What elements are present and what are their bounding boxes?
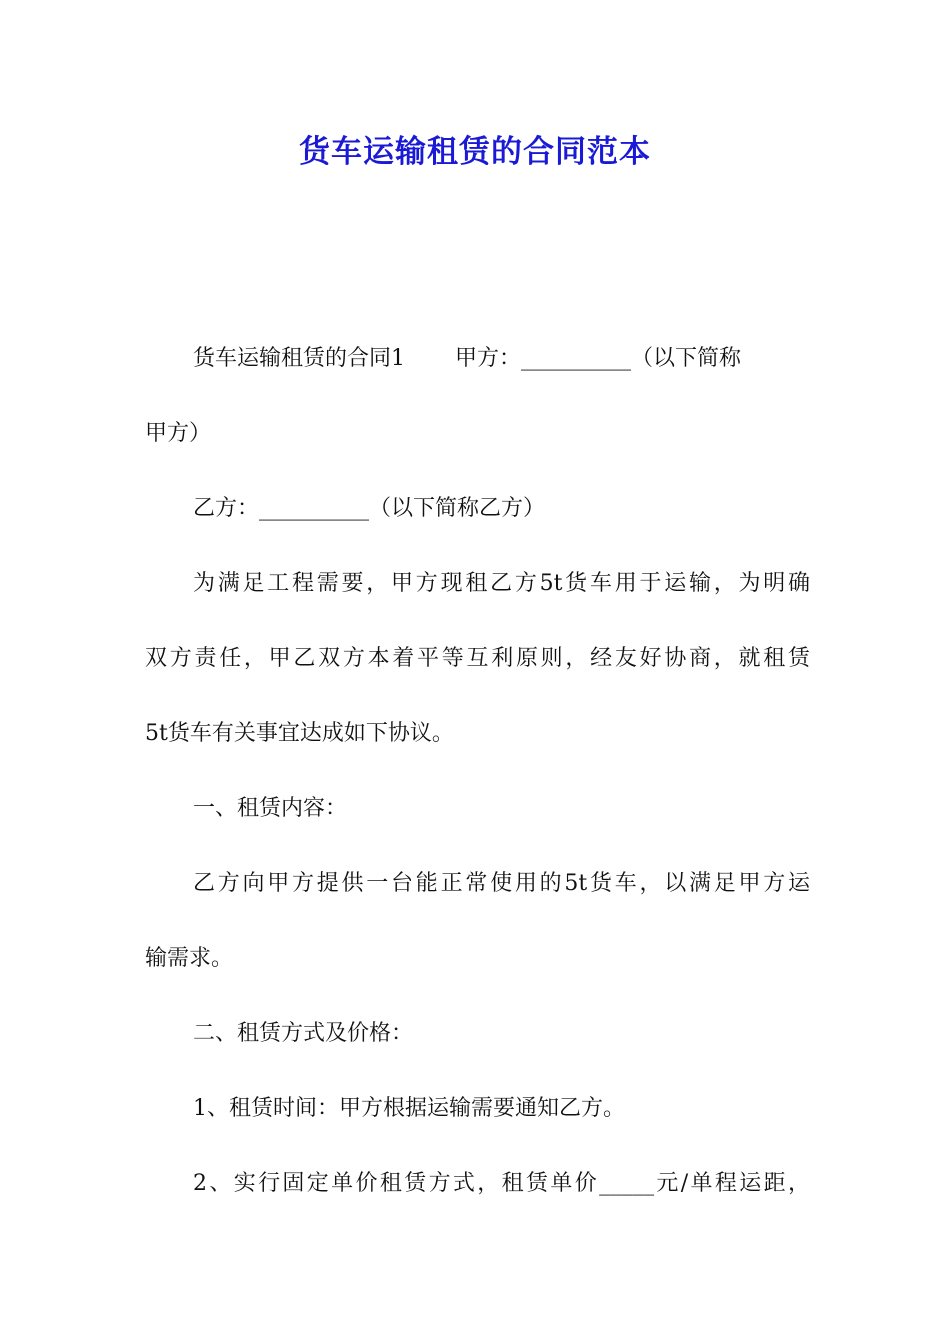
document-title: 货车运输租赁的合同范本 [299,134,651,170]
party-a-field: 甲方：__________（以下简称 [455,346,742,371]
paragraph-purpose-line-3: 5t货车有关事宜达成如下协议。 [145,721,454,746]
clause-2: 2、实行固定单价租赁方式，租赁单价_____元/单程运距， [193,1171,810,1196]
section-heading-1: 一、租赁内容： [193,796,348,821]
section-heading-2: 二、租赁方式及价格： [193,1021,414,1046]
paragraph-content-line-2: 输需求。 [145,946,234,971]
party-b-line: 乙方：__________（以下简称乙方） [193,496,546,521]
paragraph-purpose-line-2: 双方责任，甲乙双方本着平等互利原则，经友好协商，就租赁 [145,646,810,671]
paragraph-content-line-1: 乙方向甲方提供一台能正常使用的5t货车，以满足甲方运 [193,871,810,896]
clause-1: 1、租赁时间：甲方根据运输需要通知乙方。 [193,1096,625,1121]
paragraph-purpose-line-1: 为满足工程需要，甲方现租乙方5t货车用于运输，为明确 [193,571,810,596]
paragraph-line-1 [193,343,810,375]
paragraph-line-2: 甲方） [145,421,212,446]
contract-heading: 货车运输租赁的合同1 [193,346,405,371]
